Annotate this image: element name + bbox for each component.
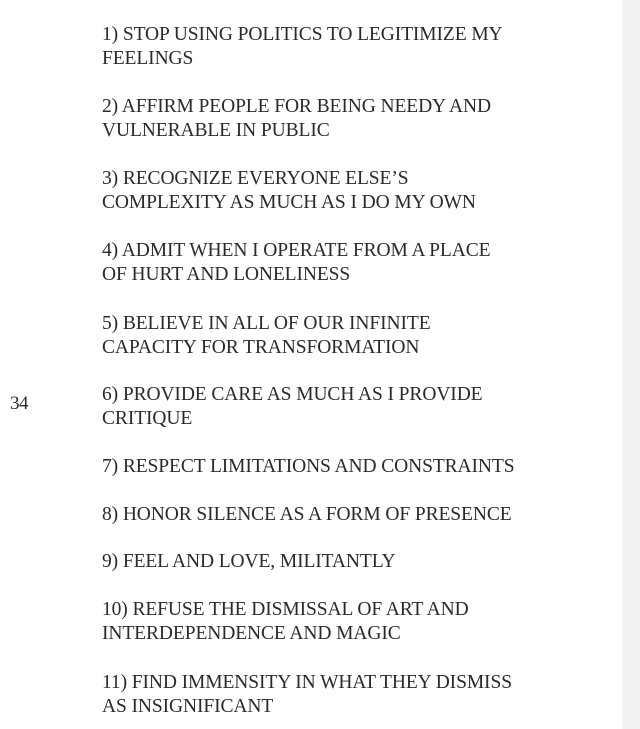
list-item bbox=[102, 312, 572, 360]
page-number: 34 bbox=[10, 393, 28, 414]
list-item-line: 1) STOP USING POLITICS TO LEGITIMIZE MY bbox=[102, 24, 503, 45]
list-item-line: 7) RESPECT LIMITATIONS AND CONSTRAINTS bbox=[102, 456, 515, 477]
list-item-line: 3) RECOGNIZE EVERYONE ELSE’S bbox=[102, 168, 409, 189]
list-item-line: 2) AFFIRM PEOPLE FOR BEING NEEDY AND bbox=[102, 96, 491, 117]
list-item bbox=[102, 503, 572, 527]
list-item-line: 8) HONOR SILENCE AS A FORM OF PRESENCE bbox=[102, 504, 512, 525]
list-item bbox=[102, 23, 572, 71]
list-item-line: 4) ADMIT WHEN I OPERATE FROM A PLACE bbox=[102, 240, 491, 261]
list-item bbox=[102, 95, 572, 143]
list-item-line: 11) FIND IMMENSITY IN WHAT THEY DISMISS bbox=[102, 672, 512, 693]
list-item bbox=[102, 671, 572, 719]
list-item bbox=[102, 550, 572, 574]
list-item-line: VULNERABLE IN PUBLIC bbox=[102, 120, 330, 141]
list-item-line: CAPACITY FOR TRANSFORMATION bbox=[102, 337, 420, 358]
list-item bbox=[102, 455, 572, 479]
list-item-line: 9) FEEL AND LOVE, MILITANTLY bbox=[102, 551, 396, 572]
list-item-line: 6) PROVIDE CARE AS MUCH AS I PROVIDE bbox=[102, 384, 483, 405]
list-item-line: INTERDEPENDENCE AND MAGIC bbox=[102, 623, 401, 644]
list-item-line: 10) REFUSE THE DISMISSAL OF ART AND bbox=[102, 599, 469, 620]
list-item-line: FEELINGS bbox=[102, 48, 194, 69]
list-item-line: OF HURT AND LONELINESS bbox=[102, 264, 351, 285]
list-item bbox=[102, 383, 572, 431]
list-item-line: COMPLEXITY AS MUCH AS I DO MY OWN bbox=[102, 192, 476, 213]
list-item bbox=[102, 239, 572, 287]
list-item bbox=[102, 167, 572, 215]
list-item bbox=[102, 598, 572, 646]
page-edge-shadow bbox=[622, 0, 640, 729]
list-item-line: 5) BELIEVE IN ALL OF OUR INFINITE bbox=[102, 313, 431, 334]
list-item-line: CRITIQUE bbox=[102, 408, 193, 429]
list-item-line: AS INSIGNIFICANT bbox=[102, 696, 274, 717]
